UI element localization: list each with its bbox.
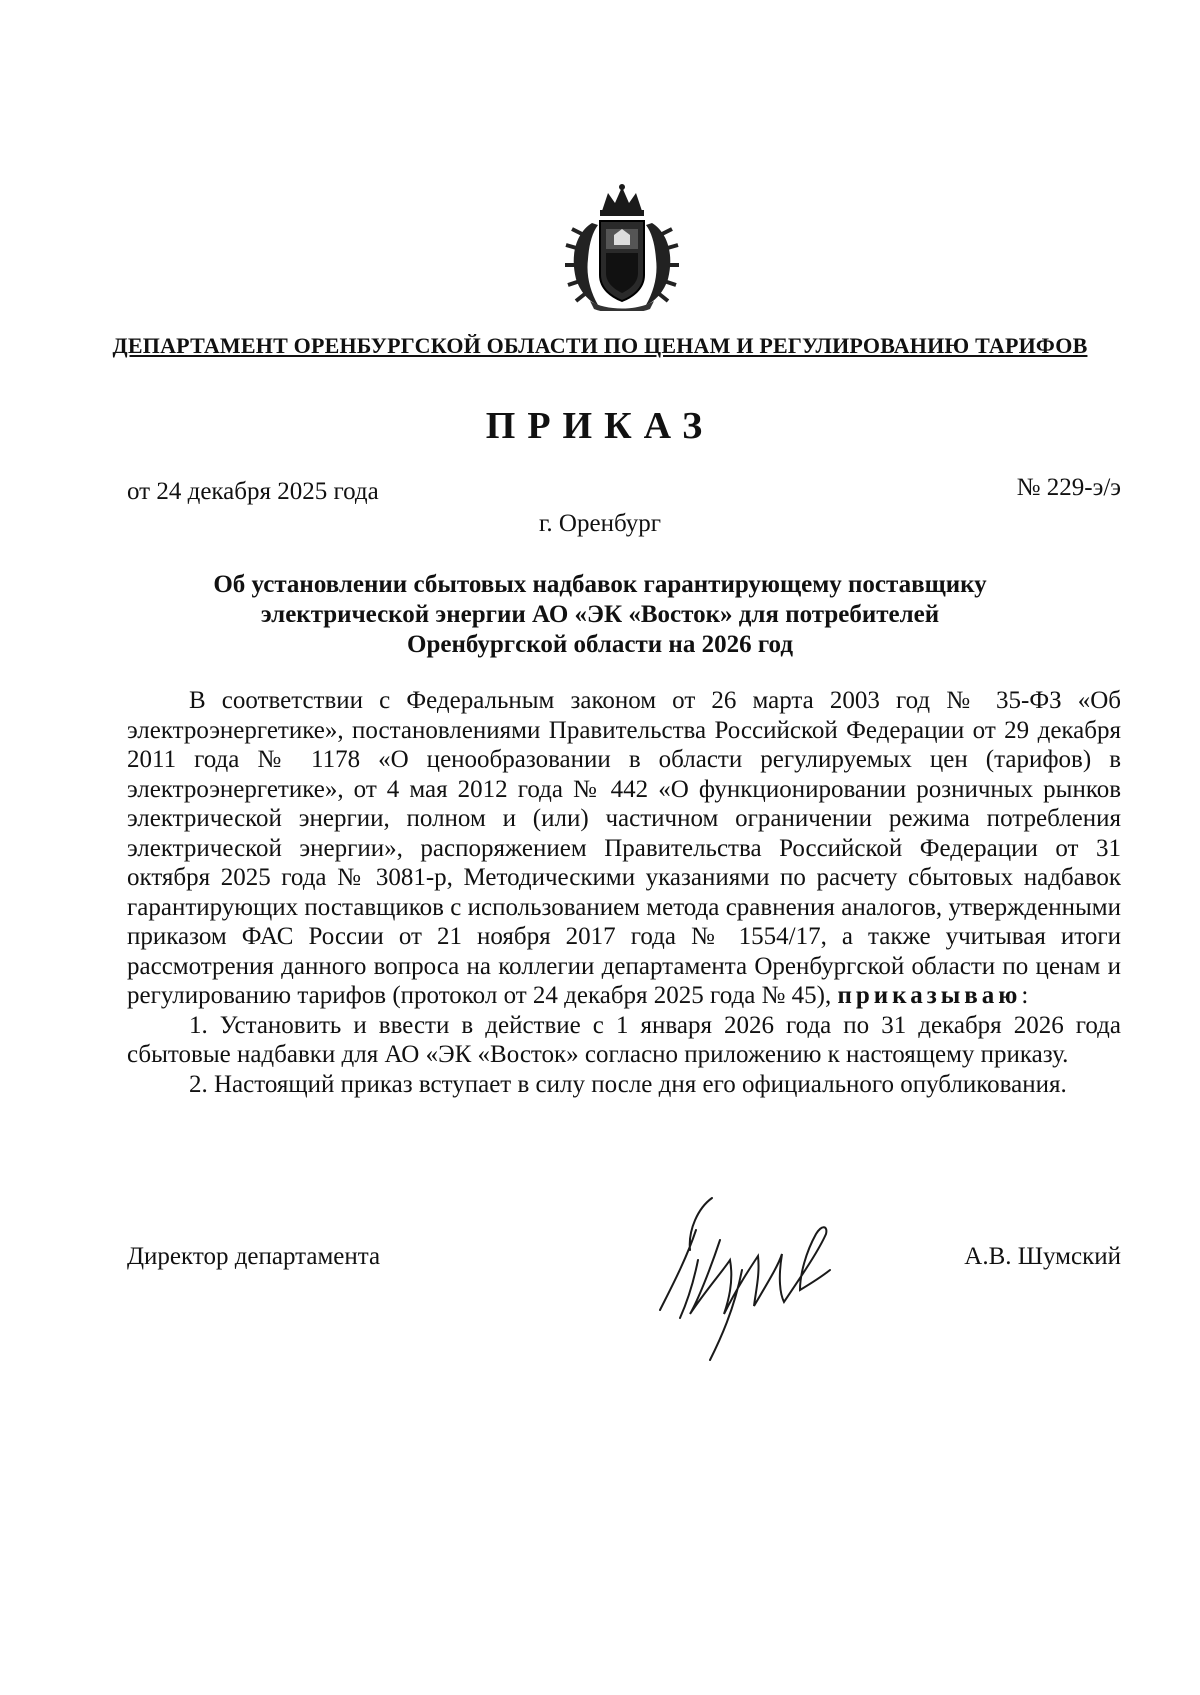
signatory-title: Директор департамента: [127, 1243, 381, 1270]
signatory-name: А.В. Шумский: [964, 1243, 1121, 1270]
coat-of-arms-emblem-icon: [562, 183, 682, 311]
subject-line-3: Оренбургской области на 2026 год: [407, 631, 793, 658]
document-number: № 229-э/э: [1016, 474, 1121, 501]
document-city: г. Оренбург: [539, 510, 661, 537]
handwritten-signature-icon: [650, 1190, 860, 1365]
document-date: от 24 декабря 2025 года: [127, 478, 379, 505]
subject-line-1: Об установлении сбытовых надбавок гарантирующему поставщику: [213, 571, 987, 598]
document-type-title: ПРИКАЗ: [485, 405, 715, 447]
document-subject: [150, 570, 1050, 660]
order-item-2: 2. Настоящий приказ вступает в силу после дня его официального опубликования.: [189, 1070, 1067, 1098]
preamble-text: В соответствии с Федеральным законом от 26 марта 2003 год № 35-ФЗ «Об электроэнергетике», постановлениями Правительства Российской Федерации от 29 декабря 2011 года № 1178 «О ценообразовании в области регулируемых цен (тарифов) в электроэнергетике», от 4 мая 2012 года № 442 «О функционировании розничных рынков электрической энергии, полном и (или) частичном ограничении режима потребления электрической энергии», распоряжением Правительства Российской Федерации от 31 октября 2025 года № 3081-р, Методическими указаниями по расчету сбытовых надбавок гарантирующих поставщиков с использованием метода сравнения аналогов, утвержденными приказом ФАС России от 21 ноября 2017 года № 1554/17, а также учитывая итоги рассмотрения данного вопроса на коллегии департамента Оренбургской области по ценам и регулированию тарифов (протокол от 24 декабря 2025 года № 45),: [127, 687, 1121, 1009]
document-body: [127, 686, 1121, 1099]
order-colon: :: [1021, 982, 1029, 1009]
preamble-paragraph: [127, 686, 1121, 1011]
order-word: приказываю: [837, 982, 1022, 1009]
subject-line-2: электрической энергии АО «ЭК «Восток» для потребителей: [260, 601, 940, 628]
department-name: ДЕПАРТАМЕНТ ОРЕНБУРГСКОЙ ОБЛАСТИ ПО ЦЕНАМ И РЕГУЛИРОВАНИЮ ТАРИФОВ: [112, 333, 1088, 358]
order-item-1: 1. Установить и ввести в действие с 1 января 2026 года по 31 декабря 2026 года сбытовые надбавки для АО «ЭК «Восток» согласно приложению к настоящему приказу.: [127, 1011, 1121, 1068]
